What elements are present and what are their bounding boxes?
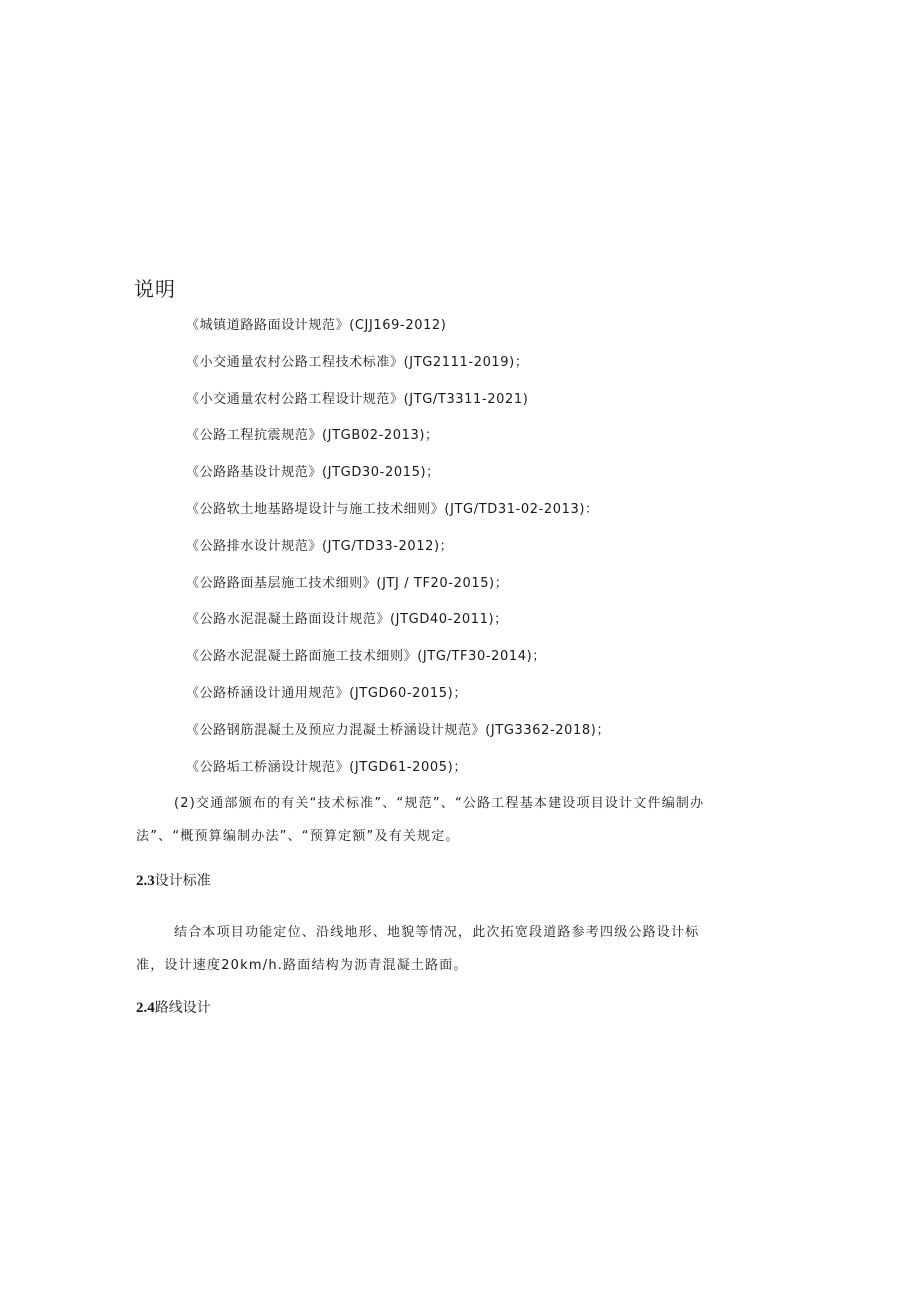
reference-item: 《公路水泥混凝土路面施工技术细则》(JTG/TF30-2014)；	[186, 649, 546, 665]
reference-list	[186, 315, 610, 793]
reference-item: 《公路路面基层施工技术细则》(JTJ / TF20-2015)；	[186, 575, 509, 591]
section-number: 2.4	[136, 1000, 155, 1016]
reference-item: 《小交通量农村公路工程技术标准》(JTG2111-2019)；	[186, 354, 529, 370]
reference-item: 《公路工程抗震规范》(JTGB02-2013)；	[186, 428, 439, 444]
section-heading-2-4	[136, 997, 211, 1019]
section-number: 2.3	[136, 873, 155, 889]
page-heading: 说明	[134, 277, 176, 301]
reference-item: 《公路路基设计规范》(JTGD30-2015)；	[186, 465, 440, 481]
reference-item: 《公路垢工桥涵设计规范》(JTGD61-2005)；	[186, 759, 467, 775]
section-title: 路线设计	[154, 1000, 211, 1016]
reference-item: 《小交通量农村公路工程设计规范》(JTG/T3311-2021)	[186, 391, 529, 407]
reference-item: 《公路桥涵设计通用规范》(JTGD60-2015)；	[186, 685, 467, 701]
reference-item: 《公路水泥混凝土路面设计规范》(JTGD40-2011)；	[186, 612, 508, 628]
reference-item: 《城镇道路路面设计规范》(CJJ169-2012)	[186, 318, 447, 333]
design-standard-paragraph: 结合本项目功能定位、沿线地形、地貌等情况，此次拓宽段道路参考四级公路设计标准，设计速度20km/h.路面结构为沥青混凝土路面。	[136, 925, 700, 973]
section-heading-2-3	[136, 870, 211, 892]
reference-item: 《公路排水设计规范》(JTG/TD33-2012)；	[186, 538, 454, 554]
reference-item: 《公路钢筋混凝土及预应力混凝土桥涵设计规范》(JTG3362-2018)；	[186, 722, 611, 738]
regulations-paragraph: (2)交通部颁布的有关“技术标准”、“规范”、“公路工程基本建设项目设计文件编制办法”、“概预算编制办法”、“预算定额”及有关规定。	[136, 796, 705, 844]
reference-item: 《公路软土地基路堤设计与施工技术细则》(JTG/TD31-02-2013)：	[186, 501, 599, 517]
section-title: 设计标准	[154, 873, 211, 889]
